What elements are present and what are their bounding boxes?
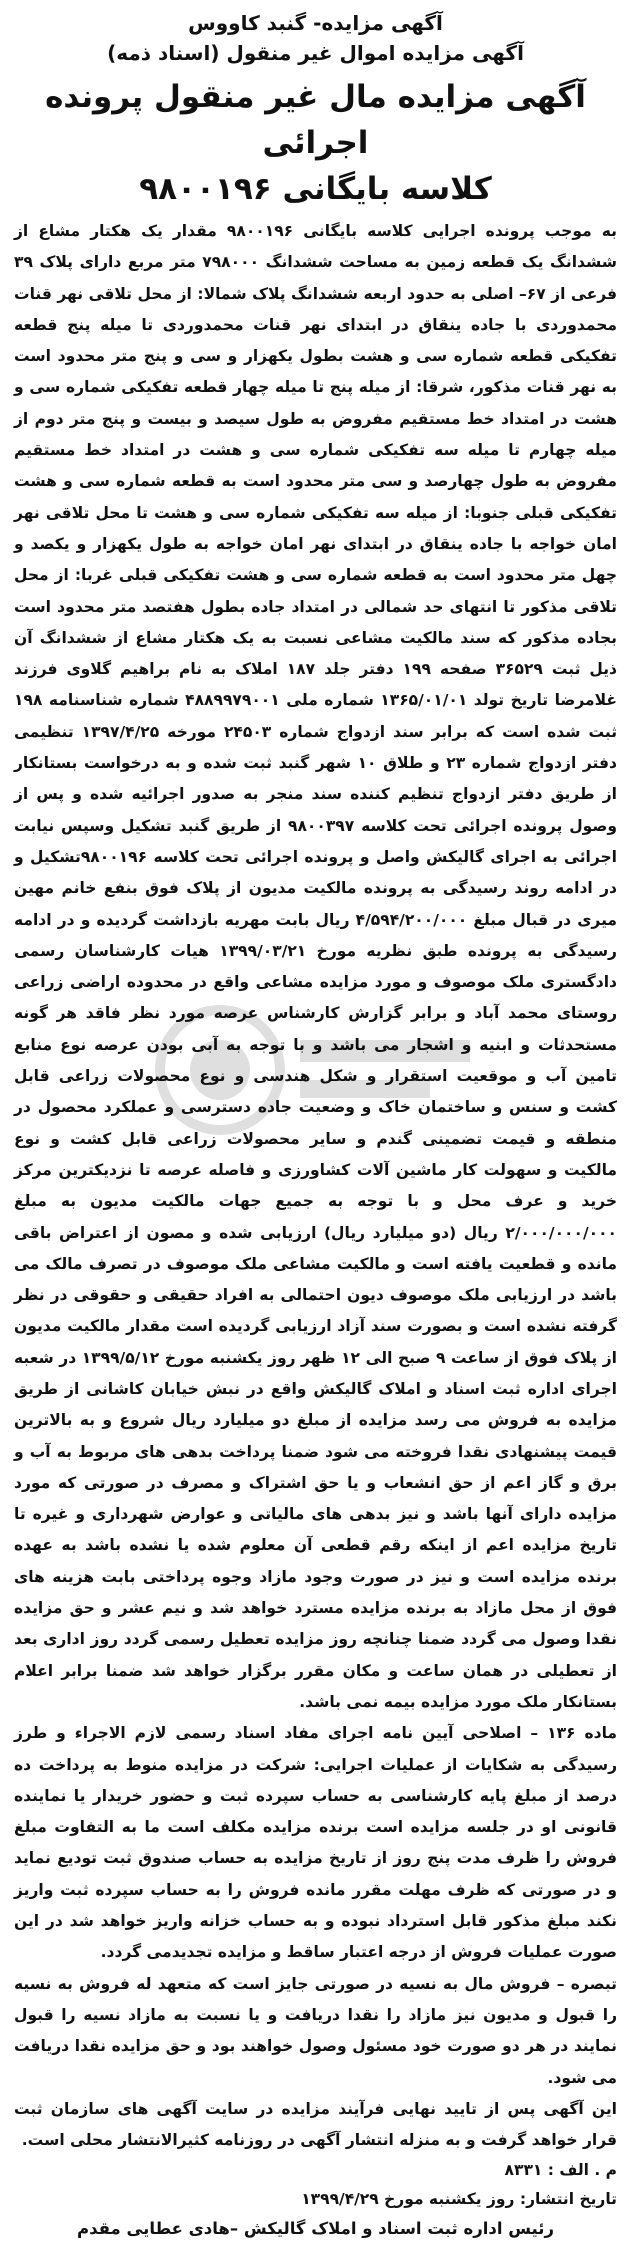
header-line-1: آگهی مزایده- گنبد کاووس [188,11,443,35]
notice-header [14,8,617,212]
body-paragraph-note: تبصره – فروش مال به نسیه در صورتی جایز است که متعهد له فروش به نسیه را قبول و مدیون نیز مازاد را نقدا دریافت و یا نسبت به مازاد نسیه را قبول نمایند در هر دو صورت خود مسئول وصول خواهند بود و حق مزایده نقدا دریافت می شود. [14,1974,617,2087]
notice-body [14,216,617,2156]
notice-footer [14,2156,617,2244]
body-paragraph-article-136: ماده ۱۳۶ – اصلاحی آیین نامه اجرای مفاد اسناد رسمی لازم الاجراء و طرز رسیدگی به شکایات از عملیات اجرایی: شرکت در مزایده منوط به پرداخت ده درصد از مبلغ پایه کارشناسی به حساب سپرده ثبت و حضور خریدار یا نماینده قانونی او در جلسه مزایده است برنده مزایده مکلف است ما به التفاوت مبلغ فروش را ظرف مدت پنج روز از تاریخ مزایده به حساب صندوق ثبت تودیع نماید و در صورتی که ظرف مهلت مقرر مانده فروش را به حساب سپرده ثبت واریز نکند مبلغ مذکور قابل استرداد نبوده و به حساب خزانه واریز خواهد شد در این صورت عملیات فروش از درجه اعتبار ساقط و مزایده تجدیدمی گردد. [14,1724,618,1962]
signature-line: رئیس اداره ثبت اسناد و املاک گالیکش –هادی عطایی مقدم [77,2219,554,2239]
case-number-title: کلاسه بایگانی ۹۸۰۰۱۹۶ [139,171,492,207]
reference-code: م . الف : ۸۳۳۱ [504,2161,617,2180]
body-paragraph-publication: این آگهی پس از تایید نهایی فرآیند مزایده در سایت آگهی های سازمان ثبت قرار خواهد گرفت و به منزله انتشار آگهی در روزنامه کثیرالانتشار محلی است. [14,2099,617,2150]
header-line-2: آگهی مزایده اموال غیر منقول (اسناد ذمه) [107,41,524,65]
publication-date: تاریخ انتشار: روز یکشنبه مورخ ۱۳۹۹/۴/۲۹ [301,2190,617,2209]
notice-title: آگهی مزایده مال غیر منقول پرونده اجرائی [45,79,586,161]
body-paragraph-main: به موجب پرونده اجرایی کلاسه بایگانی ۹۸۰۰۱۹۶ مقدار یک هکتار مشاع از ششدانگ یک قطعه زمین به مساحت ششدانگ ۷۹۸۰۰۰ متر مربع دارای پلاک ۳۹ فرعی از ۶۷– اصلی به حدود اربعه ششدانگ پلاک شمالا: از محل تلاقی نهر قنات محمدوردی با جاده ینقاق در ابتدای نهر قنات محمدوردی تا میله پنج قطعه تفکیکی قطعه شماره سی و هشت بطول یکهزار و سی و پنج متر محدود است به نهر قنات مذکور، شرقا: از میله پنج تا میله چهار قطعه تفکیکی شماره سی و هشت در امتداد خط مستقیم مفروض به طول سیصد و بیست و پنج متر دوم از میله چهارم تا میله سه تفکیکی شماره سی و هشت در امتداد خط مستقیم مفروض به طول چهارصد و سی متر محدود است به قطعه شماره سی و هشت تفکیکی قبلی جنوبا: از میله سه تفکیکی شماره سی و هشت تا محل تلاقی نهر امان خواجه با جاده ینقاق در ابتدای نهر امان خواجه به طول یکهزار و یکصد و چهل متر محدود است به قطعه شماره سی و هشت تفکیکی قبلی غربا: از محل تلاقی مذکور تا انتهای حد شمالی در امتداد جاده بطول هفتصد متر محدود است بجاده مذکور که سند مالکیت مشاعی نسبت به یک هکتار مشاع از ششدانگ آن ذیل ثبت ۳۶۵۲۹ صفحه ۱۹۹ دفتر جلد ۱۸۷ املاک به نام براهیم گلاوی فرزند غلامرضا تاریخ تولد ۱۳۶۵/۰۱/۰۱ شماره ملی ۴۸۸۹۹۷۹۰۰۱ شماره شناسنامه ۱۹۸ ثبت شده است که برابر سند ازدواج شماره ۲۴۵۰۳ مورخه ۱۳۹۷/۴/۲۵ تنظیمی دفتر ازدواج شماره ۲۳ و طلاق ۱۰ شهر گنبد ثبت شده و به درخواست بستانکار از طریق دفتر ازدواج تنظیم کننده سند منجر به صدور اجرائیه شده و پس از وصول پرونده اجرائی تحت کلاسه ۹۸۰۰۳۹۷ از طریق گنبد تشکیل وسپس نیابت اجرائی به اجرای گالیکش واصل و پرونده اجرائی تحت کلاسه ۹۸۰۰۱۹۶تشکیل و در ادامه روند رسیدگی به پرونده مالکیت مدیون از پلاک فوق بنفع خانم مهین میری در قبال مبلغ ۴/۵۹۴/۲۰۰/۰۰۰ ریال بابت مهریه بازداشت گردیده و در ادامه رسیدگی به پرونده طبق نظریه مورخ ۱۳۹۹/۰۳/۲۱ هیات کارشناسان رسمی دادگستری ملک موصوف و مورد مزایده مشاعی واقع در محدوده اراضی زراعی روستای محمد آباد و برابر گزارش کارشناس عرصه مورد نظر فاقد هر گونه مستحدثات و ابنیه و اشجار می باشد و با توجه به آبی بودن عرصه نوع منابع تامین آب و موقعیت استقرار و شکل هندسی و نوع محصولات زراعی قابل کشت و سنس و ساختمان خاک و وضعیت جاده دسترسی و عملکرد محصول در منطقه و قیمت تضمینی گندم و سایر محصولات زراعی قابل کشت و نوع مالکیت و سهولت کار ماشین آلات کشاورزی و فاصله عرصه تا نزدیکترین مرکز خرید و عرف محل و با توجه به جمیع جهات مالکیت مدیون به مبلغ ۲/۰۰۰/۰۰۰/۰۰۰ ریال (دو میلیارد ریال) ارزیابی شده و مصون از اعتراض باقی مانده و قطعیت یافته است و مالکیت مشاعی ملک موصوف در تصرف مالک می باشد در ارزیابی ملک موصوف دیون احتمالی به افراد حقیقی و حقوقی در نظر گرفته نشده است و بصورت سند آزاد ارزیابی گردیده است مقدار مالکیت مدیون از پلاک فوق از ساعت ۹ صبح الی ۱۲ ظهر روز یکشنبه مورخ ۱۳۹۹/۵/۱۲ در شعبه اجرای اداره ثبت اسناد و املاک گالیکش واقع در نبش خیابان کاشانی از طریق مزایده به فروش می رسد مزایده از مبلغ دو میلیارد ریال شروع و به بالاترین قیمت پیشنهادی نقدا فروخته می شود ضمنا پرداخت بدهی های مربوط به آب و برق و گاز اعم از حق انشعاب و یا حق اشتراک و مصرف در صورتی که مورد مزایده دارای آنها باشد و نیز بدهی های مالیاتی و عوارض شهرداری و غیره تا تاریخ مزایده اعم از اینکه رقم قطعی آن معلوم شده یا نشده باشد به عهده برنده مزایده است و نیز در صورت وجود مازاد وجوه پرداختی بابت هزینه های فوق از محل مازاد به برنده مزایده مسترد خواهد شد و نیم عشر و حق مزایده نقدا وصول می گردد ضمنا چنانچه روز مزایده تعطیل رسمی گردد روز اداری بعد از تعطیلی در همان ساعت و مکان مقرر برگزار خواهد شد ضمنا برابر اعلام بستانکار ملک مورد مزایده بیمه نمی باشد. [14,222,618,1711]
